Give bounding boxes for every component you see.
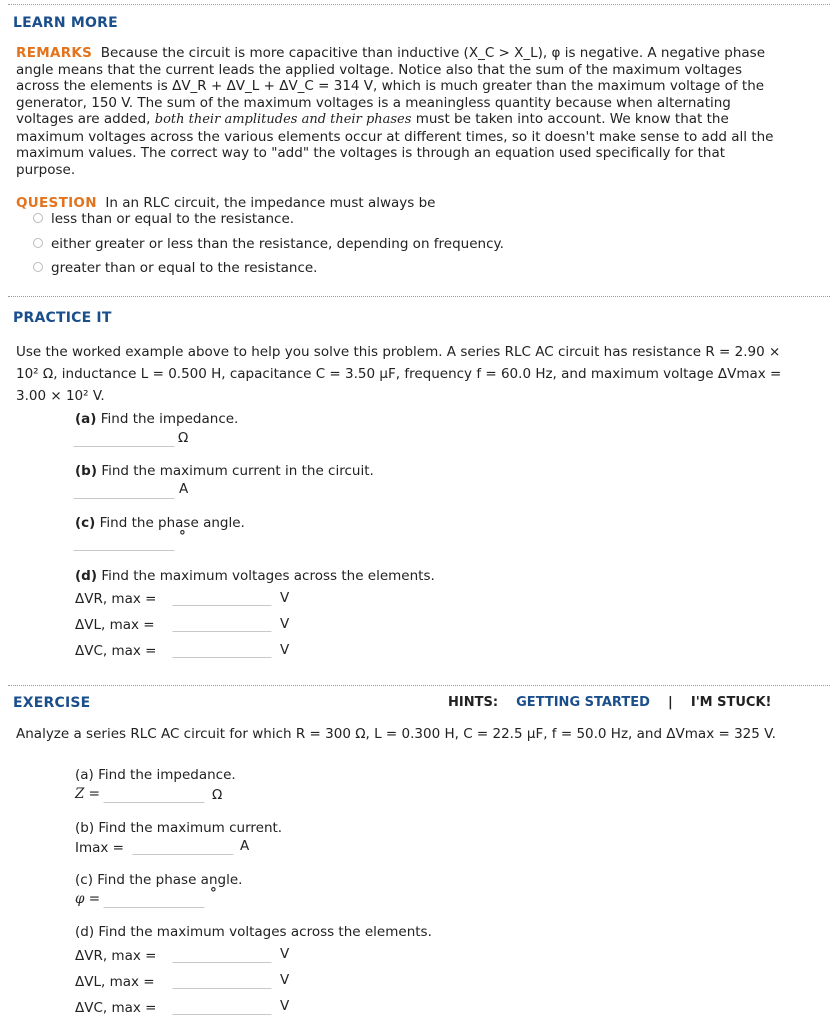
degree-unit: °: [179, 528, 186, 544]
radio-icon[interactable]: [33, 262, 43, 272]
amp-unit: A: [240, 838, 250, 854]
volt-unit: V: [280, 642, 290, 658]
practice-vc-input[interactable]: [172, 639, 272, 658]
practice-d-prompt: (d) Find the maximum voltages across the elements.: [75, 568, 435, 584]
remarks-label: REMARKS: [16, 45, 93, 61]
phi-label: φ =: [75, 891, 101, 907]
practice-c-prompt: (c) Find the phase angle.: [75, 515, 245, 531]
remarks-italic: both their amplitudes and their phases: [154, 112, 412, 127]
remarks-paragraph: [16, 45, 786, 178]
volt-unit: V: [280, 998, 290, 1014]
practice-a-prompt: (a) Find the impedance.: [75, 411, 239, 427]
exercise-c-prompt: (c) Find the phase angle.: [75, 872, 243, 888]
volt-unit: V: [280, 616, 290, 632]
practice-divider: [8, 296, 830, 297]
question-label: QUESTION: [16, 195, 97, 211]
ohm-unit: Ω: [212, 787, 223, 803]
hints-separator: |: [668, 695, 673, 710]
z-label: Z =: [75, 786, 100, 802]
question-text: In an RLC circuit, the impedance must always be: [105, 195, 436, 211]
practice-vr-label: ΔVR, max =: [75, 591, 157, 607]
practice-vr-input[interactable]: [172, 587, 272, 606]
exercise-vl-label: ΔVL, max =: [75, 974, 155, 990]
radio-icon[interactable]: [33, 238, 43, 248]
exercise-current-input[interactable]: [132, 836, 234, 855]
getting-started-link[interactable]: GETTING STARTED: [516, 695, 650, 710]
question-option-2[interactable]: either greater or less than the resistance, depending on frequency.: [33, 236, 504, 252]
exercise-intro: Analyze a series RLC AC circuit for which R = 300 Ω, L = 0.300 H, C = 22.5 µF, f = 50.0 Hz, and ΔVmax = 325 V.: [16, 726, 776, 742]
imax-label: Imax =: [75, 840, 124, 856]
exercise-vr-label: ΔVR, max =: [75, 948, 157, 964]
exercise-title: EXERCISE: [13, 695, 91, 711]
exercise-b-prompt: (b) Find the maximum current.: [75, 820, 283, 836]
practice-vc-label: ΔVC, max =: [75, 643, 157, 659]
exercise-phase-input[interactable]: [103, 889, 205, 908]
exercise-vr-input[interactable]: [172, 944, 272, 963]
question-option-1[interactable]: less than or equal to the resistance.: [33, 211, 294, 227]
exercise-vl-input[interactable]: [172, 970, 272, 989]
hints-bar: [448, 695, 771, 710]
practice-phase-input[interactable]: [73, 532, 175, 551]
im-stuck-link[interactable]: I'M STUCK!: [690, 695, 772, 710]
hints-label: HINTS:: [448, 695, 499, 710]
volt-unit: V: [280, 590, 290, 606]
exercise-divider: [8, 685, 830, 686]
exercise-d-prompt: (d) Find the maximum voltages across the elements.: [75, 924, 432, 940]
learn-more-title: LEARN MORE: [13, 15, 118, 31]
amp-unit: A: [179, 481, 189, 497]
question-option-3[interactable]: greater than or equal to the resistance.: [33, 260, 317, 276]
practice-title: PRACTICE IT: [13, 310, 112, 326]
exercise-vc-label: ΔVC, max =: [75, 1000, 157, 1016]
exercise-vc-input[interactable]: [172, 996, 272, 1015]
practice-b-prompt: (b) Find the maximum current in the circuit.: [75, 463, 374, 479]
radio-icon[interactable]: [33, 213, 43, 223]
question-line: [16, 195, 786, 212]
exercise-impedance-input[interactable]: [103, 784, 205, 803]
remarks-text-1: Because the circuit is more capacitive than inductive (X_C > X_L), φ is negative. A negative phase angle means that the current leads the applied voltage. Notice also that the sum of the maximum voltages across the elements is ΔV_R + ΔV_L + ΔV_C = 314 V, which is much greater than the maximum voltage of the generator, 150 V. The sum of the maximum voltages is a meaningless quantity because when alternating voltages are added,: [16, 45, 765, 127]
volt-unit: V: [280, 946, 290, 962]
practice-impedance-input[interactable]: [73, 428, 175, 447]
remarks-text-2: must be taken into account. We know that the maximum voltages across the various elements occur at different times, so it doesn't make sense to add all the maximum values. The correct way to "add" the voltages is through an equation used specifically for that purpose.: [16, 111, 774, 178]
practice-current-input[interactable]: [73, 480, 175, 499]
practice-intro: Use the worked example above to help you solve this problem. A series RLC AC circuit has resistance R = 2.90 × 10² Ω, inductance L = 0.500 H, capacitance C = 3.50 µF, frequency f = 60.0 Hz, and maximum voltage ΔVmax = 3.00 × 10² V.: [16, 344, 782, 404]
exercise-a-prompt: (a) Find the impedance.: [75, 767, 236, 783]
volt-unit: V: [280, 972, 290, 988]
practice-vl-label: ΔVL, max =: [75, 617, 155, 633]
top-divider: [8, 4, 830, 5]
ohm-unit: Ω: [178, 430, 189, 446]
degree-unit: °: [210, 885, 217, 901]
practice-vl-input[interactable]: [172, 613, 272, 632]
